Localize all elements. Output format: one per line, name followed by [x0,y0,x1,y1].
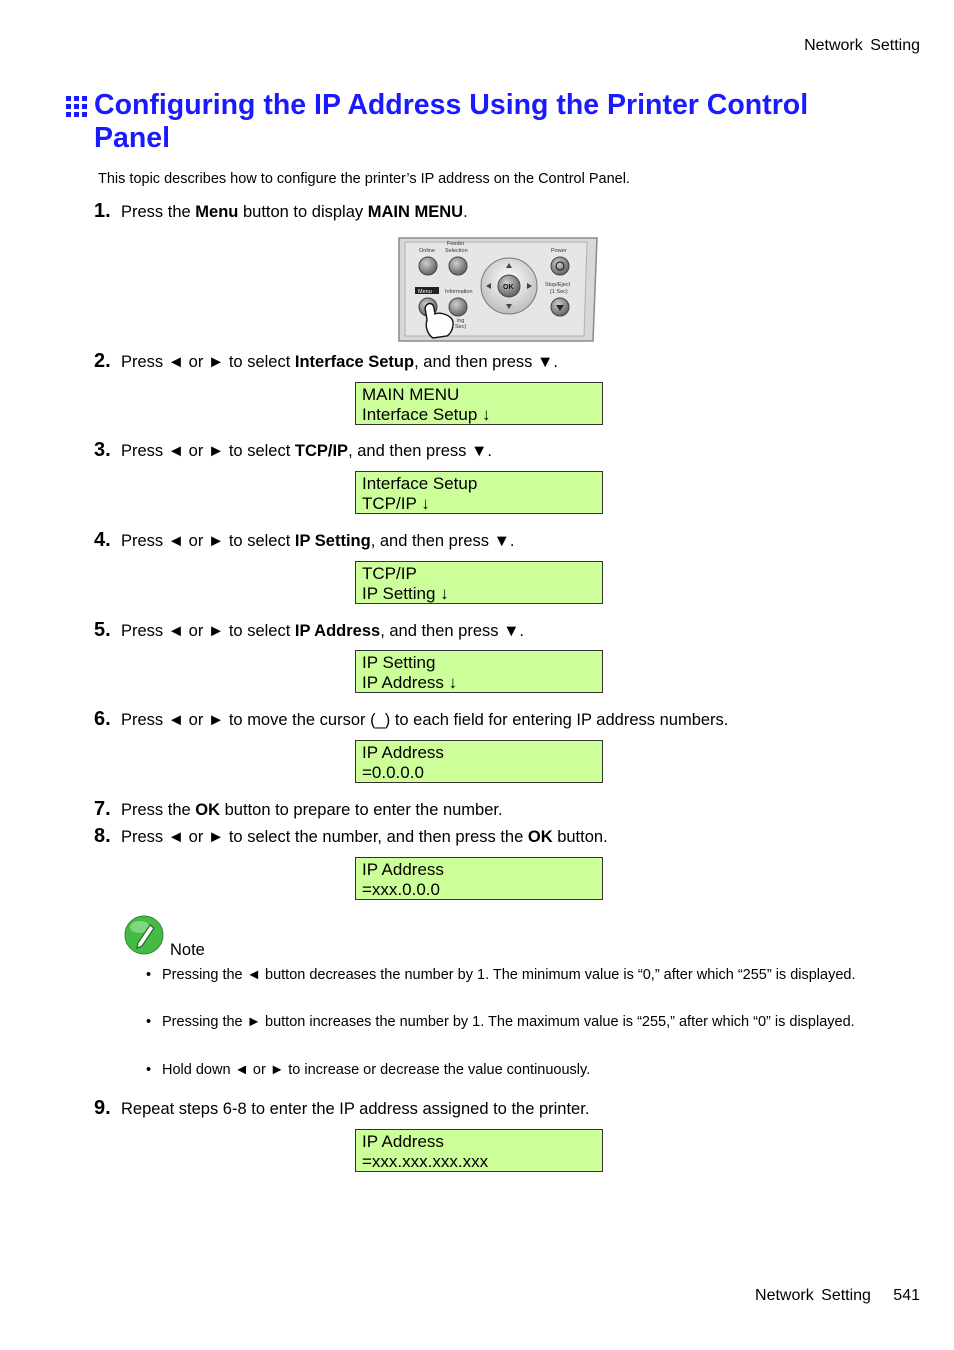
panel-label-feeder: Feeder [447,241,465,247]
panel-label-information: Information [445,289,473,295]
step-number: 9. [94,1097,111,1119]
bullet-dot: • [146,967,152,983]
step-number: 6. [94,708,111,730]
step-8: 8. Press ◄ or ► to select the number, and then press the OK button. [94,825,608,847]
lcd-display: TCP/IP IP Setting ↓ [355,561,603,604]
lcd-display: IP Address =xxx.xxx.xxx.xxx [355,1129,603,1172]
lcd-display: IP Setting IP Address ↓ [355,650,603,693]
lcd-display: Interface Setup TCP/IP ↓ [355,471,603,514]
step-5: 5. Press ◄ or ► to select IP Address, and then press ▼. [94,619,525,641]
grid-icon [66,96,88,118]
note-bullet: • Hold down ◄ or ► to increase or decrease the value continuously. [146,1059,866,1082]
power-button[interactable] [551,257,569,275]
bullet-dot: • [146,1014,152,1030]
panel-label-menu: Menu [418,289,432,295]
panel-label-power: Power [551,248,567,254]
step-number: 4. [94,529,111,551]
lcd-display: IP Address =xxx.0.0.0 [355,857,603,900]
step-number: 5. [94,619,111,641]
note-label: Note [170,941,205,959]
panel-label-sec: Sec) [455,324,467,330]
step-4: 4. Press ◄ or ► to select IP Setting, and then press ▼. [94,529,515,551]
page-title: Configuring the IP Address Using the Printer Control Panel [94,89,809,154]
step-1: 1. Press the Menu button to display MAIN MENU. [94,200,468,222]
step-number: 8. [94,825,111,847]
lcd-display: IP Address =0.0.0.0 [355,740,603,783]
panel-label-cleaning: ing [457,318,465,324]
lcd-display: MAIN MENU Interface Setup ↓ [355,382,603,425]
online-button[interactable] [419,257,437,275]
step-7: 7. Press the OK button to prepare to enter the number. [94,798,503,820]
note-pencil-icon [124,915,166,955]
footer-section: Network Setting [755,1287,871,1304]
header-section-title: Network Setting [804,37,920,54]
step-number: 3. [94,439,111,461]
page-number: 541 [893,1287,920,1304]
note-bullet: • Pressing the ◄ button decreases the number by 1. The minimum value is “0,” after which “255” is displayed. [146,964,866,987]
information-button[interactable] [449,298,467,316]
step-6: 6. Press ◄ or ► to move the cursor (_) to each field for entering IP address numbers. [94,708,729,730]
panel-label-online: Online [419,248,435,254]
footer [755,1287,920,1305]
panel-label-selection: Selection [445,248,468,254]
bullet-dot: • [146,1062,152,1078]
step-number: 2. [94,350,111,372]
step-9: 9. Repeat steps 6-8 to enter the IP address assigned to the printer. [94,1097,590,1119]
step-number: 1. [94,200,111,222]
intro-text: This topic describes how to configure the printer’s IP address on the Control Panel. [98,171,630,187]
control-panel-illustration [397,236,601,343]
step-2: 2. Press ◄ or ► to select Interface Setup, and then press ▼. [94,350,558,372]
ok-button-label: OK [503,284,514,291]
step-number: 7. [94,798,111,820]
step-3: 3. Press ◄ or ► to select TCP/IP, and then press ▼. [94,439,492,461]
feeder-selection-button[interactable] [449,257,467,275]
panel-label-stop-eject: Stop/Eject [545,282,571,288]
note-bullet: • Pressing the ► button increases the number by 1. The maximum value is “255,” after which “0” is displayed. [146,1011,866,1034]
panel-label-one-sec: (1 Sec) [550,289,568,295]
